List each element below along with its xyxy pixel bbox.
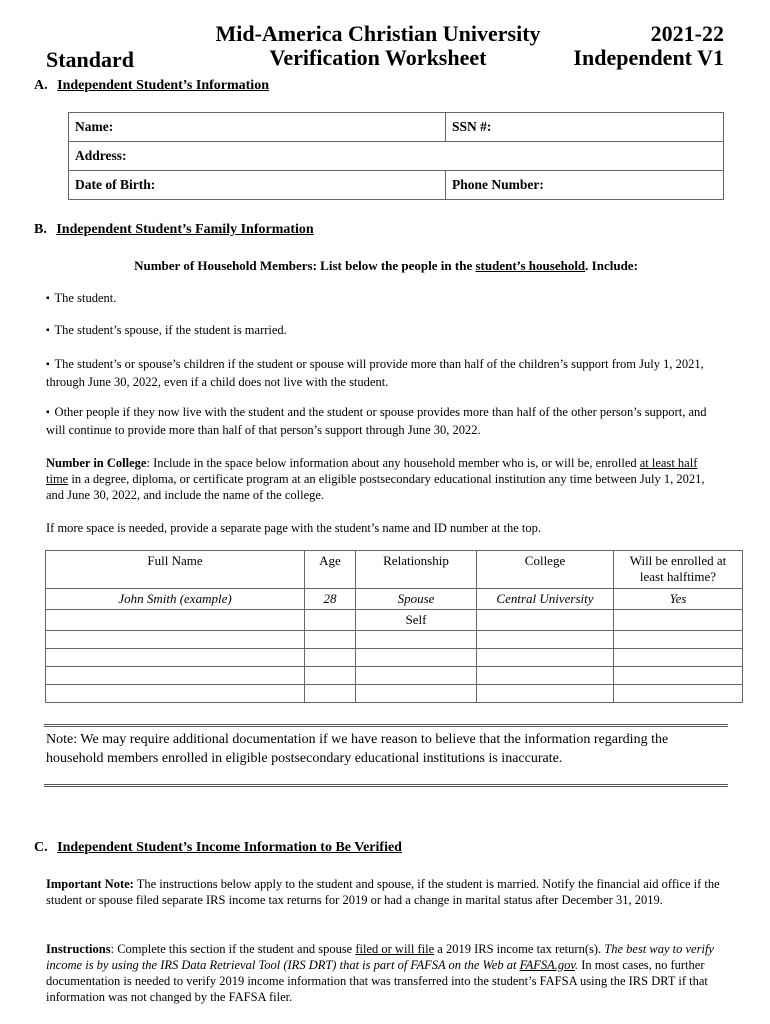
row-enrolled-cell[interactable] [614,667,743,685]
student-info-table [68,112,724,200]
example-relationship: Spouse [356,589,477,610]
college-label: Number in College [46,456,147,470]
household-suffix: . Include: [585,258,638,273]
col-age: Age [305,551,356,589]
example-college: Central University [477,589,614,610]
section-a-letter: A. [34,78,48,93]
bullet-item: ▪ The student’s spouse, if the student is married. [46,322,716,340]
row-name-cell[interactable] [46,649,305,667]
college-underlined: at least half time [46,456,698,486]
form-standard-label: Standard [46,47,135,72]
instructions-text: : Complete this section if the student and spouse [110,942,356,956]
example-enrolled: Yes [614,589,743,610]
row-relationship-cell[interactable] [356,631,477,649]
section-b-title: Independent Student’s Family Information [56,222,314,237]
instructions-paragraph [46,941,720,1005]
section-c-title: Independent Student’s Income Information to Be Verified [57,840,402,855]
institution-name: Mid-America Christian University [215,21,541,46]
institution-title [200,22,556,70]
instructions-text-2: a 2019 IRS income tax return(s). [434,942,605,956]
college-text: : Include in the space below information about any household member who is, or will be, enrolled [146,456,640,470]
bullet-item: ▪ Other people if they now live with the student and the student or spouse provides more than half of the other person’s support, and will continue to provide more than half of that person’s support through June 30, 2022. [46,404,716,438]
award-year: 2021-22 [650,21,724,46]
instructions-underlined: filed or will file [355,942,435,956]
row-relationship-cell[interactable] [356,649,477,667]
section-b-heading [34,222,314,238]
section-c-letter: C. [34,840,48,855]
table-row [46,589,743,610]
important-label: Important Note: [46,877,134,891]
row-name-cell[interactable] [46,685,305,703]
table-row[interactable] [46,649,743,667]
example-age: 28 [305,589,356,610]
instructions-italic: The best way to verify income is by using the IRS Data Retrieval Tool (IRS DRT) that is part of FAFSA on the Web at [46,942,714,972]
section-a-title: Independent Student’s Information [57,78,269,93]
row-enrolled-cell[interactable] [614,649,743,667]
fafsa-link[interactable]: FAFSA.gov [519,958,576,972]
college-text-end: in a degree, diploma, or certificate program at an eligible postsecondary educational institution any time between July 1, 2021, and June 30, 2022, and include the name of the college. [46,472,705,502]
important-text: The instructions below apply to the student and spouse, if the student is married. Notify the financial aid office if the student or spouse filed separate IRS income tax returns for 2019 or had a change in marital status after December 31, 2019. [46,877,720,907]
section-b-letter: B. [34,222,47,237]
col-relationship: Relationship [356,551,477,589]
note-divider-bottom [44,784,728,787]
row-college-cell[interactable] [477,667,614,685]
dob-field[interactable]: Date of Birth: [69,171,446,200]
phone-field[interactable]: Phone Number: [446,171,724,200]
example-name: John Smith (example) [46,589,305,610]
table-row[interactable] [46,631,743,649]
form-version [573,22,724,70]
row-relationship-cell[interactable] [356,685,477,703]
note-divider-top [44,724,728,727]
bullet-item: ▪ The student’s or spouse’s children if the student or spouse will provide more than half of the children’s support from July 1, 2021, through June 30, 2022, even if a child does not live with the student. [46,356,716,390]
bullet-item: ▪ The student. [46,290,716,308]
row-college-cell[interactable] [477,649,614,667]
name-field[interactable]: Name: [69,113,446,142]
row-name-cell[interactable] [46,631,305,649]
number-in-college-paragraph [46,455,722,503]
table-row[interactable] [46,685,743,703]
table-row[interactable] [46,610,743,631]
row-relationship-cell[interactable] [356,667,477,685]
section-a-heading [34,78,269,94]
col-college: College [477,551,614,589]
section-c-heading [34,840,402,856]
table-row[interactable] [46,667,743,685]
row-enrolled-cell[interactable] [614,631,743,649]
more-space-note: If more space is needed, provide a separate page with the student’s name and ID number at the top. [46,521,541,535]
col-enrolled: Will be enrolled at least halftime? [614,551,743,589]
row-age-cell[interactable] [305,631,356,649]
address-field[interactable]: Address: [69,142,724,171]
row-age-cell[interactable] [305,667,356,685]
row-enrolled-cell[interactable] [614,685,743,703]
row-college-cell[interactable] [477,685,614,703]
row-age-cell[interactable] [305,649,356,667]
row-age-cell[interactable] [305,610,356,631]
instructions-italic-end: . [575,958,579,972]
instructions-label: Instructions [46,942,111,956]
household-underlined: student’s household [475,258,586,273]
row-name-cell[interactable] [46,667,305,685]
instructions-text-3: In most cases, no further documentation is needed to verify 2019 income information that was transferred into the student’s FAFSA using the IRS DRT if that information was not changed by the FAFSA filer. [46,958,708,1004]
worksheet-version: Independent V1 [573,45,724,70]
row-age-cell[interactable] [305,685,356,703]
col-full-name: Full Name [46,551,305,589]
important-note [46,876,720,908]
household-table [45,550,743,703]
household-text: Number of Household Members: List below the people in the [134,258,476,273]
worksheet-title: Verification Worksheet [269,45,487,70]
row-college-cell[interactable] [477,631,614,649]
row-enrolled-cell[interactable] [614,610,743,631]
self-relationship-cell: Self [356,610,477,631]
household-note: Note: We may require additional documentation if we have reason to believe that the information regarding the household members enrolled in eligible postsecondary educational institutions is inaccurate. [46,732,669,766]
row-name-cell[interactable] [46,610,305,631]
row-college-cell[interactable] [477,610,614,631]
ssn-field[interactable]: SSN #: [446,113,724,142]
household-members-instruction [44,258,728,274]
